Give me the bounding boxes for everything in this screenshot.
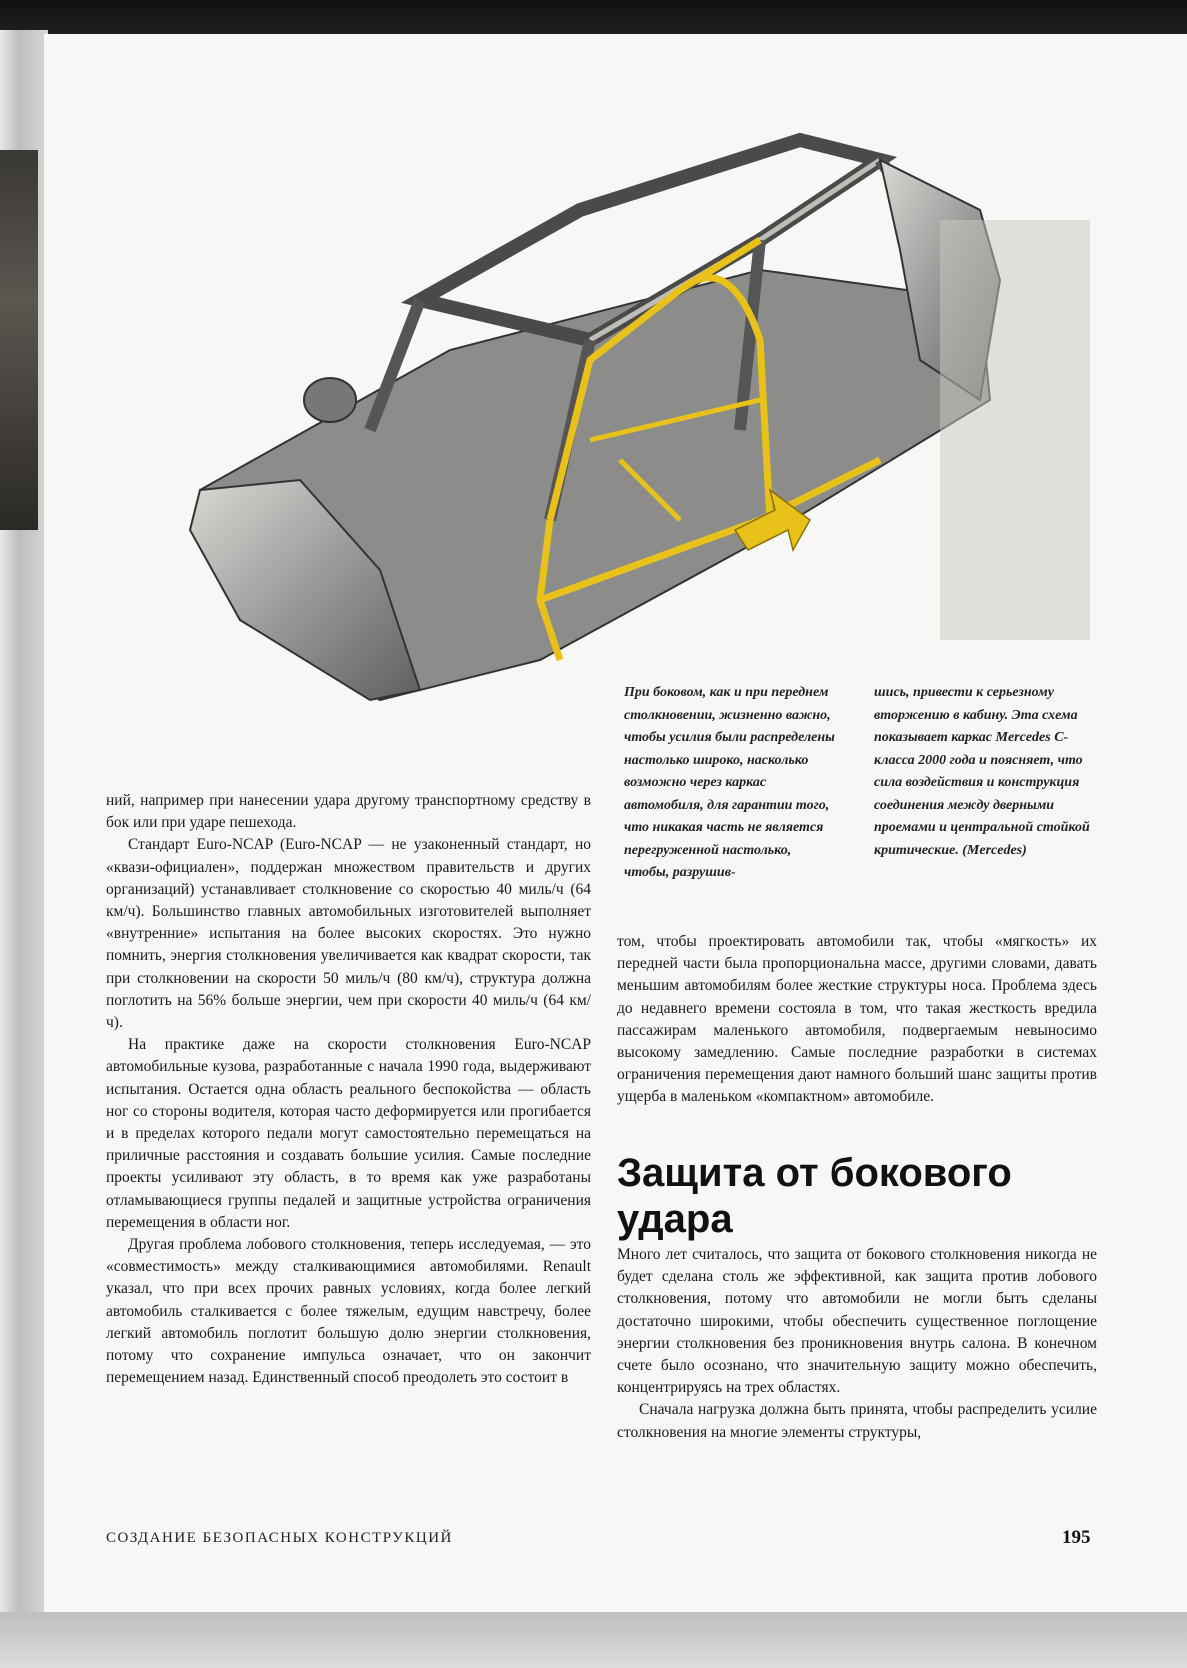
running-footer: СОЗДАНИЕ БЕЗОПАСНЫХ КОНСТРУКЦИЙ: [106, 1530, 453, 1546]
right-text-column-top: [617, 931, 1097, 1109]
paragraph: Сначала нагрузка должна быть принята, чтобы распределить усилие столкновения на многие элементы структуры,: [617, 1401, 1097, 1441]
scan-bottom-edge: [0, 1612, 1187, 1668]
page-number: 195: [1062, 1527, 1091, 1548]
paragraph: Много лет считалось, что защита от бокового столкновения никогда не будет сделана столь же эффективной, как защита против лобового столкновения, потому что автомобили не могли быть сделаны достаточно широкими, чтобы обеспечить существенное поглощение энергии столкновения без проникновения внутрь салона. В конечном счете было осознано, что значительную защиту можно обеспечить, концентрируясь на трех областях.: [617, 1246, 1097, 1397]
paragraph: ний, например при нанесении удара другому транспортному средству в бок или при ударе пешехода.: [106, 792, 591, 832]
paragraph: На практике даже на скорости столкновения Euro-NCAP автомобильные кузова, разработанные с начала 1990 года, выдерживают испытания. Остается одна область реального беспокойства — область ног со стороны водителя, которая часто деформируется или прогибается и в пределах которого педали могут самостоятельно перемещаться на приличные расстояния и создавать большие усилия. Самые последние проекты усиливают эту область, в то время как уже разработаны отламывающиеся группы педалей и защитные устройства ограничения перемещения в области ног.: [106, 1036, 591, 1231]
suspension-tower: [304, 378, 356, 422]
facing-page-edge: [0, 150, 38, 530]
paragraph: Стандарт Euro-NCAP (Euro-NCAP — не узаконенный стандарт, но «квази-официален», поддержан множеством правительств и других организаций) устанавливает столкновение со скоростью 40 миль/ч (64 км/ч). Большинство главных автомобильных изготовителей выполняет «внутренние» испытания на более высоких скоростях. Это нужно помнить, энергия столкновения увеличивается как квадрат скорости, так при столкновении на скорости 50 миль/ч (80 км/ч), структура должна поглотить на 56% больше энергии, чем при скорости 40 миль/ч (64 км/ч).: [106, 836, 591, 1032]
figure-caption-part2: шись, привести к серьезному вторжению в кабину. Эта схема показывает каркас Mercedes С-класса 2000 года и поясняет, что сила воздействия и конструкция соединения между дверными проемами и центральной стойкой критические. (Mercedes): [874, 685, 1090, 858]
car-body-shell-figure: [120, 100, 1120, 740]
paragraph: Другая проблема лобового столкновения, теперь исследуемая, — это «совместимость» между сталкивающимися автомобилями. Renault указал, что при всех прочих равных условиях, когда более легкий автомобиль сталкивается с более тяжелым, едущим навстречу, более легкий автомобиль поглотит большую долю энергии столкновения, потому что сохранение импульса означает, что он закончит перемещением назад. Единственный способ преодолеть это состоит в: [106, 1236, 591, 1387]
left-text-column: [106, 790, 591, 1389]
paragraph: том, чтобы проектировать автомобили так, чтобы «мягкость» их передней части была пропорциональна массе, другими словами, давать меньшим автомобилям более жесткие структуры носа. Проблема здесь до недавнего времени состояла в том, что такая жесткость вредила пассажирам маленького автомобиля, подвергаемым невыносимо высокому замедлению. Самые последние разработки в системах ограничения перемещения дают намного больший шанс защиты против ущерба в маленьком «компактном» автомобиле.: [617, 933, 1097, 1106]
section-heading: Защита от бокового удара: [617, 1151, 1012, 1241]
car-body-shell-illustration: [120, 100, 1120, 740]
figure-caption-part1: При боковом, как и при переднем столкновении, жизненно важно, чтобы усилия были распределены настолько широко, насколько возможно через каркас автомобиля, для гарантии того, что никакая часть не является перегруженной настолько, чтобы, разрушив-: [624, 685, 835, 880]
tinted-panel: [940, 220, 1090, 640]
right-text-column-bottom: [617, 1244, 1097, 1444]
